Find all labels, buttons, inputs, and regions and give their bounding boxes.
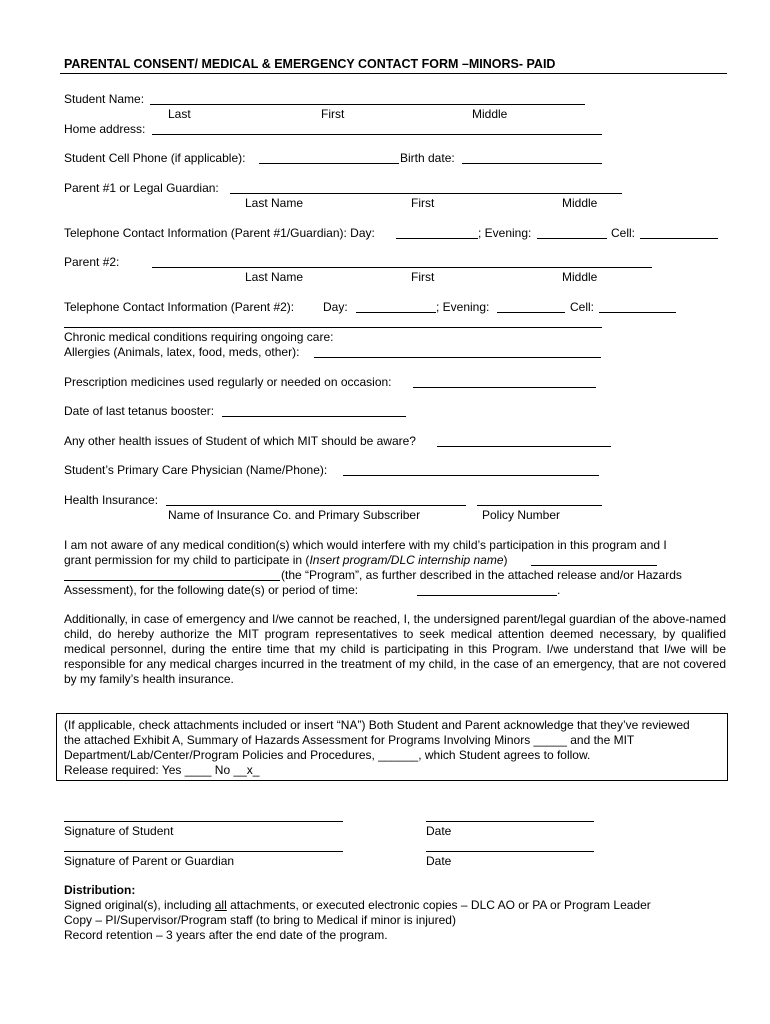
tetanus-field[interactable] bbox=[222, 416, 406, 417]
student-middle-caption: Middle bbox=[472, 107, 508, 121]
student-signature-label: Signature of Student bbox=[64, 824, 174, 838]
student-date-line[interactable] bbox=[426, 821, 594, 822]
student-date-label: Date bbox=[426, 824, 452, 838]
program-name-field-cont[interactable] bbox=[64, 580, 280, 581]
home-address-field[interactable] bbox=[152, 134, 602, 135]
consent-line-2-pre: grant permission for my child to participate in ( bbox=[64, 553, 310, 567]
parent2-middle-caption: Middle bbox=[562, 270, 598, 284]
consent-line-4: Assessment), for the following date(s) or period of time: bbox=[64, 583, 359, 597]
parent1-label: Parent #1 or Legal Guardian: bbox=[64, 181, 219, 195]
parent2-day-field[interactable] bbox=[356, 312, 436, 313]
attachments-line-3: Department/Lab/Center/Program Policies and Procedures, ______, which Student agrees to follow. bbox=[64, 748, 591, 762]
consent-line-2 bbox=[64, 553, 508, 567]
parent1-first-caption: First bbox=[411, 196, 435, 210]
prescription-label: Prescription medicines used regularly or needed on occasion: bbox=[64, 375, 392, 389]
parent1-last-caption: Last Name bbox=[245, 196, 304, 210]
policy-caption: Policy Number bbox=[482, 508, 561, 522]
birth-date-field[interactable] bbox=[462, 163, 602, 164]
release-required bbox=[64, 763, 259, 777]
student-name-field[interactable] bbox=[150, 104, 585, 105]
student-signature-line[interactable] bbox=[64, 821, 343, 822]
chronic-field[interactable] bbox=[64, 327, 602, 328]
program-name-field[interactable] bbox=[531, 565, 657, 566]
student-cell-field[interactable] bbox=[259, 163, 399, 164]
release-required-value[interactable]: __x_ bbox=[233, 763, 260, 777]
parent-date-label: Date bbox=[426, 854, 452, 868]
parent2-cell-label: Cell: bbox=[570, 300, 595, 314]
allergies-label: Allergies (Animals, latex, food, meds, other): bbox=[64, 345, 300, 359]
student-name-label: Student Name: bbox=[64, 92, 145, 106]
consent-line-2-post: ) bbox=[503, 553, 508, 567]
distribution-line-1-pre: Signed original(s), including bbox=[64, 898, 215, 912]
policy-field[interactable] bbox=[477, 505, 602, 506]
title-rule bbox=[60, 73, 727, 74]
distribution-line-1-post: attachments, or executed electronic copies – DLC AO or PA or Program Leader bbox=[226, 898, 651, 912]
home-address-label: Home address: bbox=[64, 122, 146, 136]
parent-signature-label: Signature of Parent or Guardian bbox=[64, 854, 235, 868]
parent2-first-caption: First bbox=[411, 270, 435, 284]
insurance-label: Health Insurance: bbox=[64, 493, 159, 507]
tetanus-label: Date of last tetanus booster: bbox=[64, 404, 215, 418]
other-health-label: Any other health issues of Student of which MIT should be aware? bbox=[64, 434, 416, 448]
parent1-evening-label: ; Evening: bbox=[478, 226, 532, 240]
parent1-day-field[interactable] bbox=[396, 238, 478, 239]
form-title: PARENTAL CONSENT/ MEDICAL & EMERGENCY CONTACT FORM –MINORS- PAID bbox=[64, 57, 556, 71]
consent-line-3: (the “Program”, as further described in the attached release and/or Hazards bbox=[281, 568, 682, 582]
parent1-cell-label: Cell: bbox=[611, 226, 636, 240]
parent-signature-line[interactable] bbox=[64, 851, 343, 852]
parent2-name-field[interactable] bbox=[152, 267, 652, 268]
parent2-last-caption: Last Name bbox=[245, 270, 304, 284]
parent2-phone-label: Telephone Contact Information (Parent #2): bbox=[64, 300, 295, 314]
release-required-label: Release required: Yes ____ No bbox=[64, 763, 234, 777]
consent-line-4-end: . bbox=[557, 583, 561, 597]
distribution-line-1-all: all bbox=[214, 898, 227, 912]
parent1-name-field[interactable] bbox=[230, 193, 622, 194]
dates-field[interactable] bbox=[417, 595, 557, 596]
distribution-line-3: Record retention – 3 years after the end date of the program. bbox=[64, 928, 388, 942]
insurance-caption: Name of Insurance Co. and Primary Subscriber bbox=[168, 508, 421, 522]
distribution-line-1 bbox=[64, 898, 651, 912]
physician-field[interactable] bbox=[343, 475, 599, 476]
student-cell-label: Student Cell Phone (if applicable): bbox=[64, 151, 246, 165]
physician-label: Student’s Primary Care Physician (Name/Phone): bbox=[64, 463, 328, 477]
parent2-cell-field[interactable] bbox=[599, 312, 676, 313]
distribution-heading: Distribution: bbox=[64, 883, 136, 897]
parent1-cell-field[interactable] bbox=[640, 238, 718, 239]
parent-date-line[interactable] bbox=[426, 851, 594, 852]
parent2-label: Parent #2: bbox=[64, 255, 120, 269]
parent1-phone-label: Telephone Contact Information (Parent #1/Guardian): Day: bbox=[64, 226, 375, 240]
birth-date-label: Birth date: bbox=[400, 151, 455, 165]
chronic-conditions-label: Chronic medical conditions requiring ongoing care: bbox=[64, 330, 334, 344]
distribution-line-2: Copy – PI/Supervisor/Program staff (to bring to Medical if minor is injured) bbox=[64, 913, 456, 927]
parent2-day-label: Day: bbox=[323, 300, 348, 314]
emergency-paragraph: Additionally, in case of emergency and I/we cannot be reached, I, the undersigned parent/legal guardian of the above-named child, do hereby authorize the MIT program representatives to seek medical attention deemed necessary, by qualified medical personnel, during the entire time that my child is participating in this Program. I/we understand that I/we will be responsible for any medical charges incurred in the treatment of my child, in the case of an emergency, that are not covered by my family’s health insurance. bbox=[64, 612, 726, 686]
other-health-field[interactable] bbox=[437, 446, 611, 447]
allergies-field[interactable] bbox=[314, 357, 601, 358]
student-last-caption: Last bbox=[168, 107, 191, 121]
student-first-caption: First bbox=[321, 107, 345, 121]
attachments-line-2: the attached Exhibit A, Summary of Hazards Assessment for Programs Involving Minors _____ and the MIT bbox=[64, 733, 635, 747]
parent1-evening-field[interactable] bbox=[537, 238, 607, 239]
parent2-evening-field[interactable] bbox=[497, 312, 565, 313]
parent1-middle-caption: Middle bbox=[562, 196, 598, 210]
attachments-line-1: (If applicable, check attachments included or insert “NA”) Both Student and Parent acknowledge that they’ve reviewed bbox=[64, 718, 690, 732]
prescription-field[interactable] bbox=[413, 387, 596, 388]
consent-line-1: I am not aware of any medical condition(s) which would interfere with my child’s participation in this program and I bbox=[64, 538, 667, 552]
insurance-field[interactable] bbox=[166, 505, 466, 506]
parent2-evening-label: ; Evening: bbox=[436, 300, 490, 314]
program-name-placeholder: Insert program/DLC internship name bbox=[309, 553, 504, 567]
